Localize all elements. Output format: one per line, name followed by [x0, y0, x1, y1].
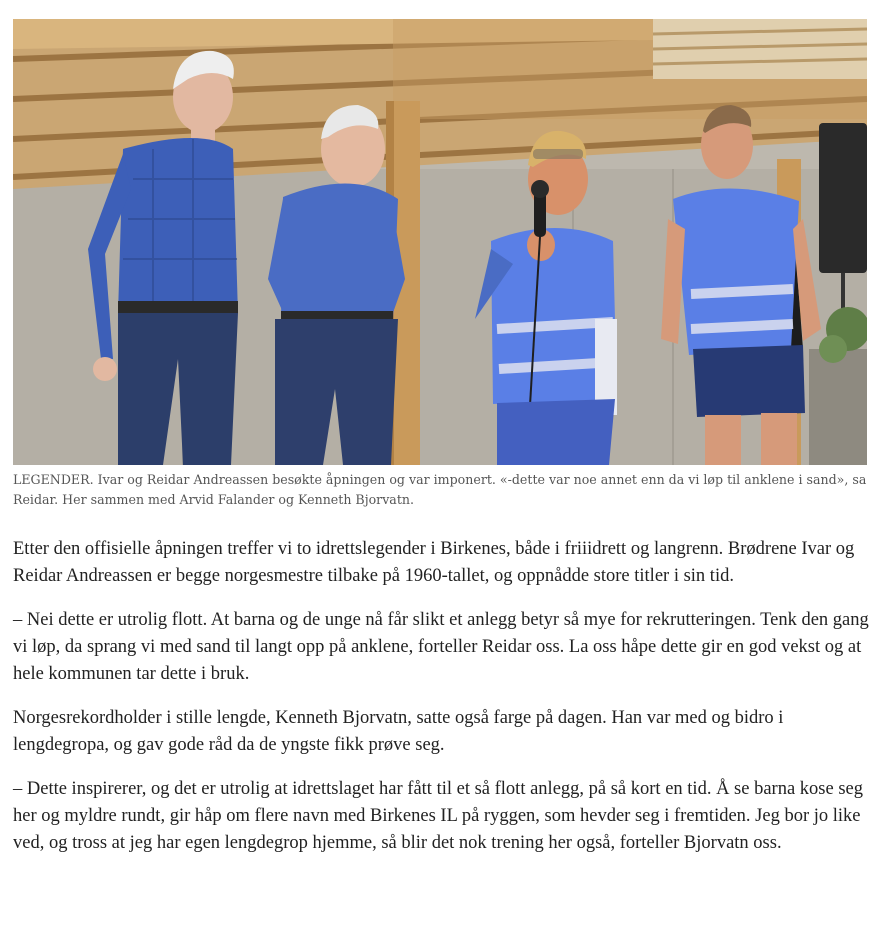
article-photo-illustration [13, 19, 867, 465]
caption-text: Ivar og Reidar Andreassen besøkte åpningen og var imponert. «-dette var noe annet enn da vi løp til anklene i sand», sa Reidar. Her sammen med Arvid Falander og Kenneth Bjorvatn. [13, 472, 867, 507]
photo-caption [13, 470, 873, 510]
article-paragraph: – Dette inspirerer, og det er utrolig at idrettslaget har fått til et så flott anlegg, på så kort en tid. Å se barna kose seg her og myldre rundt, gir håp om flere navn med Birkenes IL på ryggen, som hevder seg i fremtiden. Jeg bor jo like ved, og tross at jeg har egen lengdegrop hjemme, så blir det nok trening her også, forteller Bjorvatn oss. [13, 779, 863, 853]
article-paragraph: Norgesrekordholder i stille lengde, Kenneth Bjorvatn, satte også farge på dagen. Han var med og bidro i lengdegropa, og gav gode råd da de yngste fikk prøve seg. [13, 708, 784, 755]
article-paragraph: Etter den offisielle åpningen treffer vi to idrettslegender i Birkenes, både i friiidrett og langrenn. Brødrene Ivar og Reidar Andreassen er begge norgesmestre tilbake på 1960-tallet, og oppnådde store titler i sin tid. [13, 539, 855, 586]
caption-label: LEGENDER. [13, 472, 94, 487]
article-photo [13, 19, 867, 465]
article-body [13, 536, 875, 874]
article-paragraph: – Nei dette er utrolig flott. At barna og de unge nå får slikt et anlegg betyr så mye for rekrutteringen. Tenk den gang vi løp, da sprang vi med sand til langt opp på anklene, forteller Reidar oss. La oss håpe dette gir en god vekst og at hele kommunen tar dette i bruk. [13, 610, 869, 684]
